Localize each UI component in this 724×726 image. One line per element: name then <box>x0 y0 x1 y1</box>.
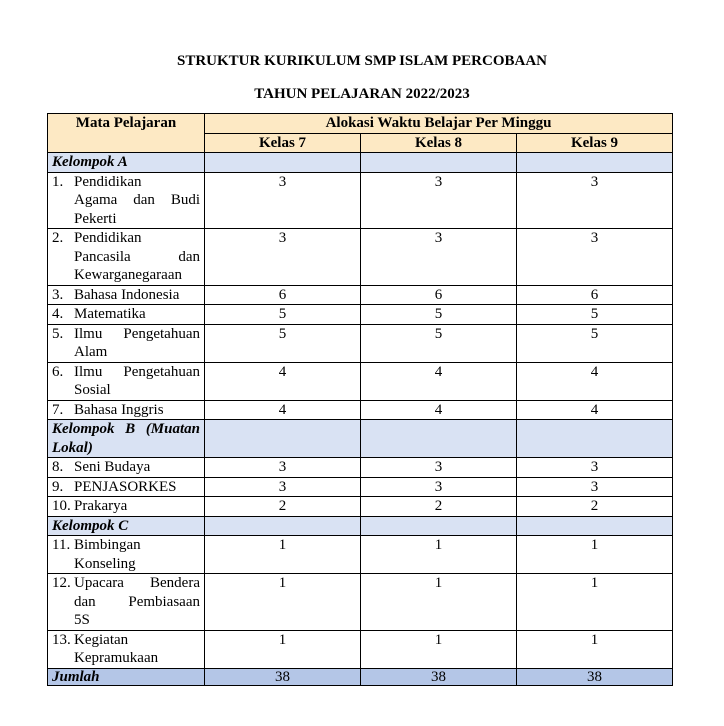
header-kelas-8: Kelas 8 <box>361 133 517 153</box>
subject-cell <box>48 229 205 286</box>
hours-kelas-7: 4 <box>205 362 361 400</box>
hours-kelas-8: 1 <box>361 630 517 668</box>
hours-kelas-7: 1 <box>205 630 361 668</box>
hours-kelas-8: 3 <box>361 229 517 286</box>
hours-kelas-7: 3 <box>205 172 361 229</box>
hours-kelas-9: 4 <box>517 362 673 400</box>
hours-kelas-8: 1 <box>361 574 517 631</box>
subject-name-line: Pancasila dan <box>74 248 200 265</box>
empty-cell <box>361 516 517 536</box>
subject-number: 7. <box>52 401 64 418</box>
subject-name-line: Alam <box>74 344 108 360</box>
hours-kelas-7: 5 <box>205 305 361 325</box>
header-kelas-7: Kelas 7 <box>205 133 361 153</box>
subject-row <box>48 324 673 362</box>
subject-name-line: Sosial <box>74 382 111 398</box>
group-label-line: Kelompok A <box>52 154 128 170</box>
hours-kelas-9: 3 <box>517 458 673 478</box>
subject-cell <box>48 324 205 362</box>
subject-row <box>48 285 673 305</box>
hours-kelas-9: 1 <box>517 536 673 574</box>
hours-kelas-7: 3 <box>205 477 361 497</box>
subject-cell <box>48 477 205 497</box>
hours-kelas-8: 3 <box>361 477 517 497</box>
hours-kelas-9: 5 <box>517 324 673 362</box>
subject-row <box>48 458 673 478</box>
subject-name-line: Upacara Bendera <box>74 575 200 591</box>
group-label <box>48 516 205 536</box>
curriculum-table <box>47 113 673 686</box>
subject-number: 2. <box>52 230 64 246</box>
hours-kelas-9: 3 <box>517 229 673 286</box>
subject-cell <box>48 630 205 668</box>
subject-number: 3. <box>52 286 64 303</box>
subject-cell <box>48 574 205 631</box>
document-title: STRUKTUR KURIKULUM SMP ISLAM PERCOBAAN <box>176 53 548 69</box>
subject-name-line: Ilmu Pengetahuan <box>74 363 200 380</box>
empty-cell <box>361 153 517 173</box>
group-row <box>48 420 673 458</box>
hours-kelas-7: 3 <box>205 458 361 478</box>
subject-row <box>48 630 673 668</box>
subject-name-line: dan Pembiasaan <box>74 593 200 610</box>
hours-kelas-7: 2 <box>205 497 361 517</box>
total-kelas-9: 38 <box>517 668 673 685</box>
hours-kelas-8: 4 <box>361 362 517 400</box>
table-header-row <box>48 114 673 134</box>
hours-kelas-8: 6 <box>361 285 517 305</box>
subject-name-line: Ilmu Pengetahuan <box>74 325 200 342</box>
group-label-line: Kelompok C <box>52 517 129 534</box>
subject-name-line: Prakarya <box>74 498 128 514</box>
subject-number: 5. <box>52 325 64 342</box>
subject-cell <box>48 362 205 400</box>
subject-cell <box>48 172 205 229</box>
hours-kelas-7: 1 <box>205 536 361 574</box>
hours-kelas-8: 1 <box>361 536 517 574</box>
subject-name-line: Pendidikan <box>74 230 142 246</box>
subject-row <box>48 172 673 229</box>
hours-kelas-7: 6 <box>205 285 361 305</box>
subject-cell <box>48 536 205 574</box>
subject-cell <box>48 458 205 478</box>
subject-row <box>48 229 673 286</box>
hours-kelas-7: 5 <box>205 324 361 362</box>
subject-number: 13. <box>52 631 71 648</box>
empty-cell <box>361 420 517 458</box>
subject-name-line: Pendidikan <box>74 173 142 190</box>
total-kelas-7: 38 <box>205 668 361 685</box>
hours-kelas-9: 1 <box>517 574 673 631</box>
group-label-line: Lokal) <box>52 439 93 456</box>
subject-cell <box>48 400 205 420</box>
subject-name-line: Bahasa Indonesia <box>74 286 180 303</box>
hours-kelas-8: 3 <box>361 172 517 229</box>
subject-row <box>48 574 673 631</box>
header-kelas-9: Kelas 9 <box>517 133 673 153</box>
hours-kelas-9: 3 <box>517 477 673 497</box>
hours-kelas-9: 6 <box>517 285 673 305</box>
empty-cell <box>205 516 361 536</box>
subject-name-line: PENJASORKES <box>74 478 177 495</box>
subject-number: 10. <box>52 498 71 514</box>
header-allocation: Alokasi Waktu Belajar Per Minggu <box>205 114 673 134</box>
total-kelas-8: 38 <box>361 668 517 685</box>
document-subtitle: TAHUN PELAJARAN 2022/2023 <box>254 86 470 102</box>
subject-cell <box>48 305 205 325</box>
hours-kelas-8: 3 <box>361 458 517 478</box>
subject-name-line: Pekerti <box>74 210 117 227</box>
subject-name-line: Matematika <box>74 306 146 322</box>
subject-cell <box>48 497 205 517</box>
total-row <box>48 668 673 685</box>
subject-name-line: Kewarganegaraan <box>74 267 182 283</box>
hours-kelas-7: 3 <box>205 229 361 286</box>
subject-row <box>48 497 673 517</box>
subject-name-line: Bahasa Inggris <box>74 401 164 418</box>
empty-cell <box>205 153 361 173</box>
subject-row <box>48 400 673 420</box>
hours-kelas-8: 2 <box>361 497 517 517</box>
subject-number: 11. <box>52 537 71 553</box>
group-label <box>48 153 205 173</box>
empty-cell <box>205 420 361 458</box>
hours-kelas-9: 3 <box>517 172 673 229</box>
hours-kelas-8: 5 <box>361 324 517 362</box>
empty-cell <box>517 153 673 173</box>
group-row <box>48 153 673 173</box>
subject-row <box>48 536 673 574</box>
empty-cell <box>517 420 673 458</box>
subject-number: 9. <box>52 478 64 495</box>
hours-kelas-8: 4 <box>361 400 517 420</box>
hours-kelas-8: 5 <box>361 305 517 325</box>
hours-kelas-9: 1 <box>517 630 673 668</box>
subject-number: 6. <box>52 363 64 380</box>
empty-cell <box>517 516 673 536</box>
hours-kelas-9: 4 <box>517 400 673 420</box>
hours-kelas-7: 1 <box>205 574 361 631</box>
subject-name-line: 5S <box>74 612 90 628</box>
total-label: Jumlah <box>48 668 205 685</box>
subject-name-line: Bimbingan <box>74 537 141 553</box>
subject-name-line: Kegiatan <box>74 631 129 648</box>
subject-name-line: Seni Budaya <box>74 459 151 475</box>
subject-row <box>48 477 673 497</box>
subject-cell <box>48 285 205 305</box>
subject-row <box>48 362 673 400</box>
subject-name-line: Agama dan Budi <box>74 192 200 208</box>
hours-kelas-9: 5 <box>517 305 673 325</box>
subject-name-line: Kepramukaan <box>74 650 159 666</box>
group-row <box>48 516 673 536</box>
group-label-line: Kelompok B (Muatan <box>52 421 200 437</box>
subject-number: 4. <box>52 306 64 322</box>
subject-name-line: Konseling <box>74 555 136 572</box>
hours-kelas-9: 2 <box>517 497 673 517</box>
subject-number: 1. <box>52 173 64 190</box>
subject-number: 12. <box>52 575 71 591</box>
hours-kelas-7: 4 <box>205 400 361 420</box>
subject-number: 8. <box>52 459 64 475</box>
subject-row <box>48 305 673 325</box>
group-label <box>48 420 205 458</box>
header-subject: Mata Pelajaran <box>48 114 205 153</box>
